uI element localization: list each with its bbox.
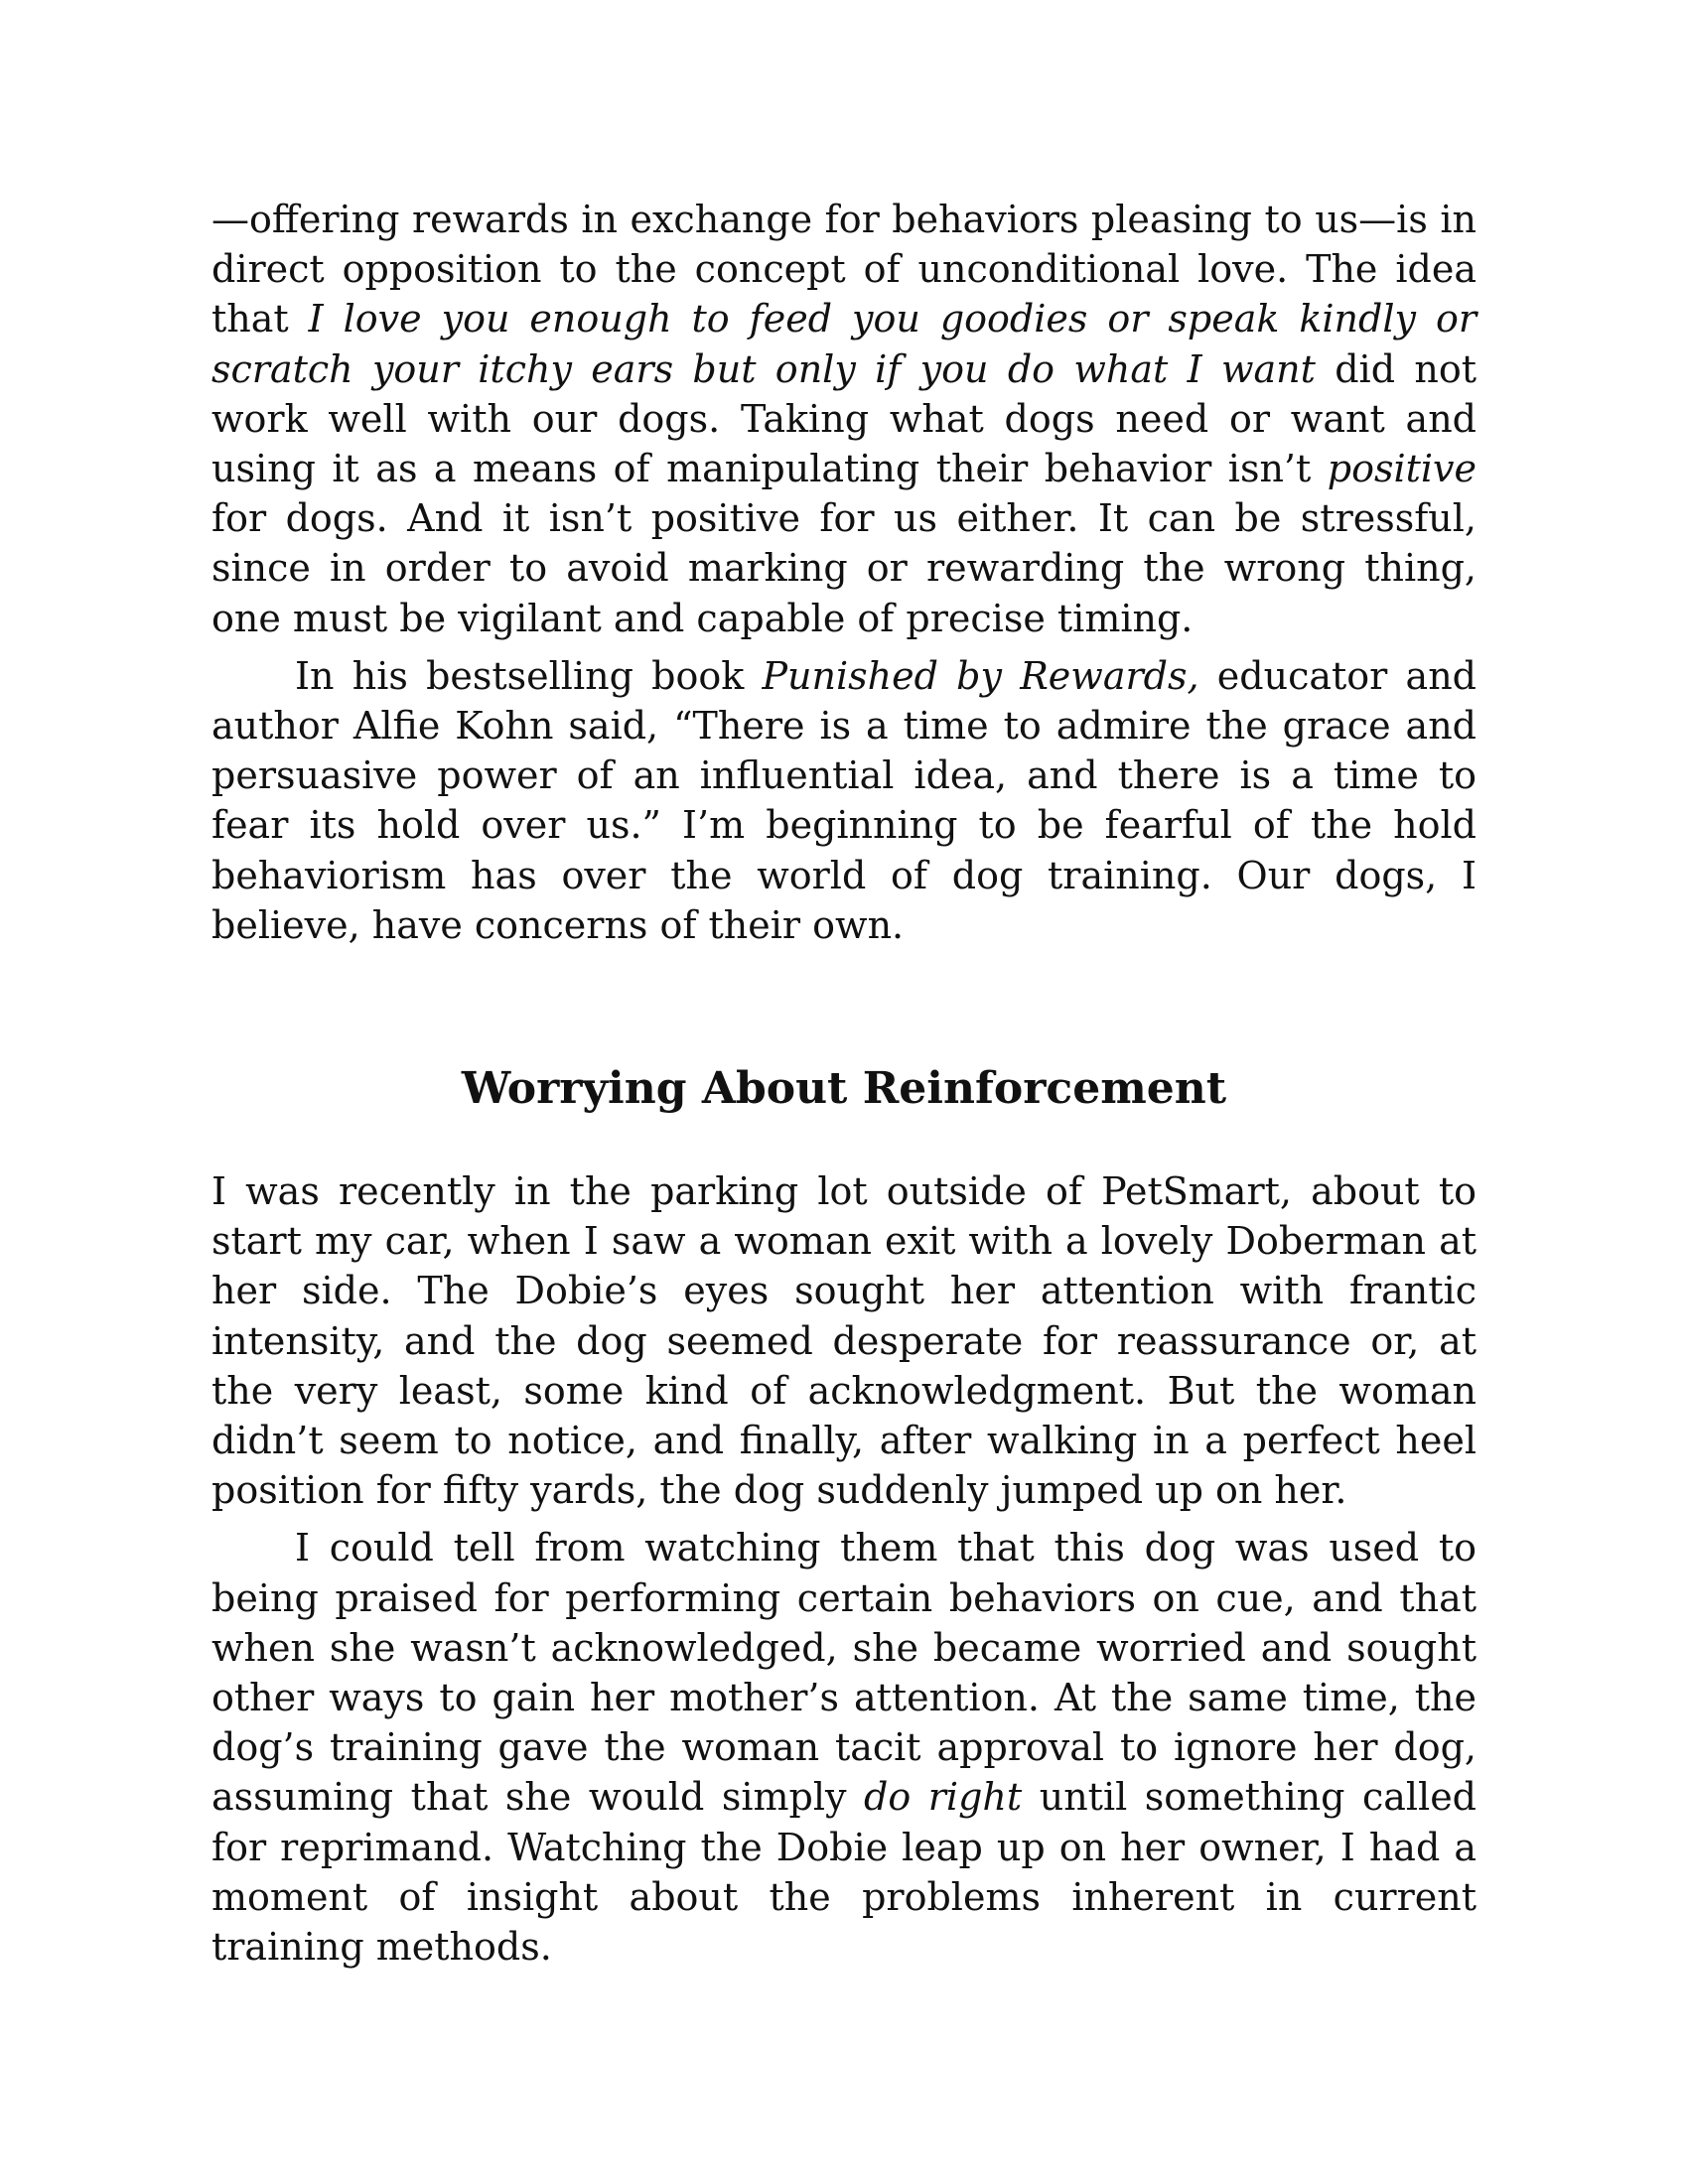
paragraph-kohn-quote: [211, 651, 1477, 950]
paragraph-rewards-unconditional-love: [211, 195, 1477, 643]
italic-text: positive: [1327, 447, 1477, 491]
paragraph-training-insight: [211, 1523, 1477, 1972]
paragraph-text: until something called for reprimand. Watching the Dobie leap up on her owner, I had a moment of insight about the problems inherent in current training methods.: [211, 1775, 1477, 1970]
paragraph-petsmart-doberman: [211, 1166, 1477, 1515]
paragraph-text: In his bestselling book: [295, 653, 763, 698]
paragraph-text: for dogs. And it isn’t positive for us either. It can be stressful, since in order to avoid marking or rewarding the wrong thing, one must be vigilant and capable of precise timing.: [211, 496, 1477, 640]
italic-text: do right: [864, 1775, 1023, 1820]
paragraph-text: I was recently in the parking lot outside of PetSmart, about to start my car, when I saw a woman exit with a lovely Doberman at her side. The Dobie’s eyes sought her attention with frantic intensity, and the dog seemed desperate for reassurance or, at the very least, some kind of acknowledgment. But the woman didn’t seem to notice, and finally, after walking in a perfect heel position for fifty yards, the dog suddenly jumped up on her.: [211, 1169, 1477, 1513]
paragraph-text: did not work well with our dogs. Taking what dogs need or want and using it as a means of manipulating their behavior isn’t: [211, 346, 1477, 491]
book-title: Punished by Rewards,: [762, 653, 1199, 698]
paragraph-text: —offering rewards in exchange for behaviors pleasing to us—is in direct opposition to the concept of unconditional love. The idea that: [211, 198, 1477, 341]
paragraph-text: I could tell from watching them that this dog was used to being praised for performing certain behaviors on cue, and that when she wasn’t acknowledged, she became worried and sought other ways to gain her mother’s attention. At the same time, the dog’s training gave the woman tacit approval to ignore her dog, assuming that she would simply: [211, 1526, 1477, 1820]
italic-text: I love you enough to feed you goodies or speak kindly or scratch your itchy ears but only if you do what I want: [211, 297, 1477, 391]
paragraph-text: educator and author Alfie Kohn said, “There is a time to admire the grace and persuasive power of an influential idea, and there is a time to fear its hold over us.” I’m beginning to be fearful of the hold behaviorism has over the world of dog training. Our dogs, I believe, have concerns of their own.: [211, 653, 1477, 947]
page-content: [211, 195, 1477, 1972]
section-heading: Worrying About Reinforcement: [461, 1063, 1227, 1115]
